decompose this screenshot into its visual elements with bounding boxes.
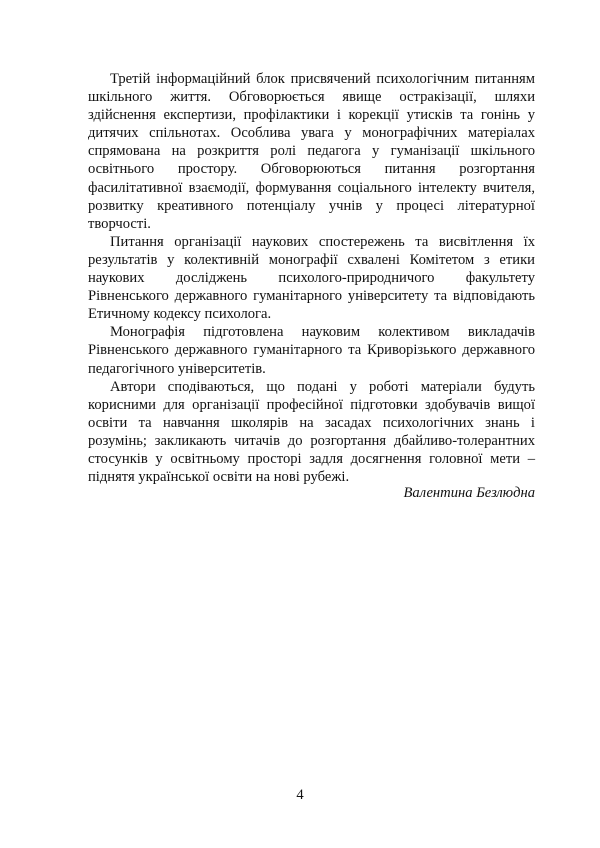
paragraph-authors-team: Монографія підготовлена науковим колективом викладачів Рівненського державного гуманітарного та Криворізького державного педагогічного університетів. bbox=[88, 324, 535, 377]
paragraph-third-block: Третій інформаційний блок присвячений психологічним питанням шкільного життя. Обговорюється явище остракізації, шляхи здійснення експертизи, профілактики і корекції утисків та гонінь у дитячих спільнотах. Особлива увага у монографічних матеріалах спрямована на розкриття ролі педагога у гуманізації шкільного освітнього простору. Обговорюються питання розгортання фасилітативної взаємодії, формування соціального інтелекту вчителя, розвитку креативного потенціалу учнів у процесі літературної творчості. bbox=[88, 71, 535, 232]
author-signature: Валентина Безлюдна bbox=[403, 485, 535, 501]
page-number: 4 bbox=[296, 787, 304, 803]
body-text bbox=[88, 70, 535, 486]
paragraph-authors-hope: Автори сподіваються, що подані у роботі матеріали будуть корисними для організації професійної підготовки здобувачів вищої освіти та навчання школярів на засадах психологічних знань і розумінь; закликають читачів до розгортання дбайливо-толерантних стосунків у освітньому просторі задля досягнення головної мети – піднятя української освіти на нові рубежі. bbox=[88, 378, 535, 486]
paragraph-ethics: Питання організації наукових спостережень та висвітлення їх результатів у колективній монографії схвалені Комітетом з етики наукових досліджень психолого-природничого факультету Рівненського державного гуманітарного університету та відповідають Етичному кодексу психолога. bbox=[88, 233, 535, 323]
